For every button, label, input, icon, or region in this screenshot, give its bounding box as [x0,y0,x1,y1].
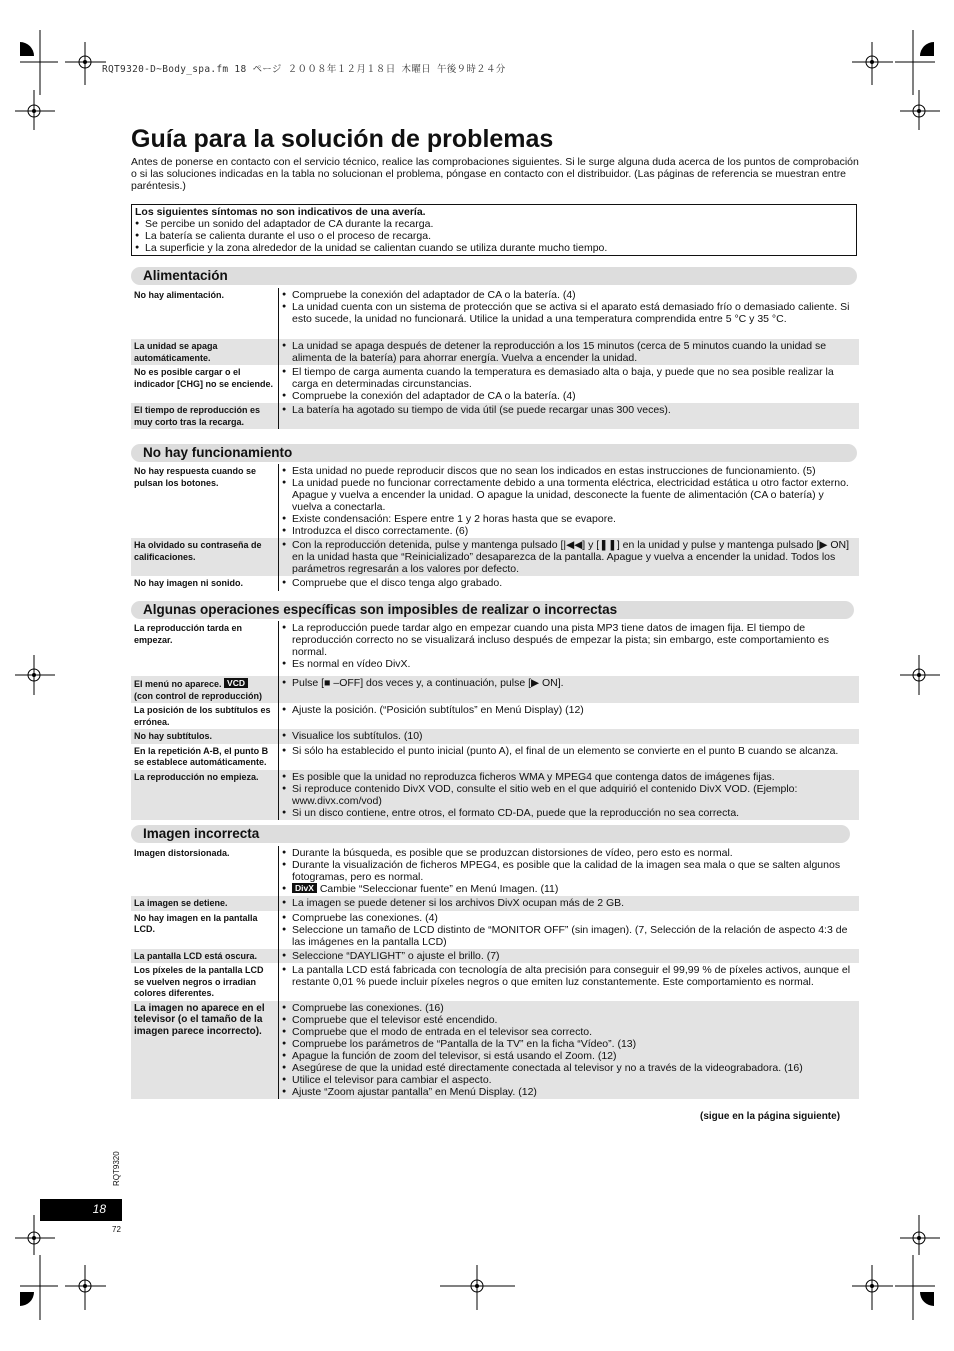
intro-paragraph: Antes de ponerse en contacto con el servicio técnico, realice las comprobaciones siguientes. Si le surge alguna duda acerca de los puntos de comprobación o si las soluciones indicadas en la tabla no solucionan el problema, póngase en contacto con el distribuidor. (Las páginas de referencia se muestran entre paréntesis.) [131,156,859,192]
notice-heading: Los siguientes síntomas no son indicativos de una avería. [135,206,426,218]
solution-item: ● Existe condensación: Espere entre 1 y 2 horas hasta que se evapore. [282,513,856,525]
solution-item: ● La unidad se apaga después de detener la reproducción a los 15 minutos (cerca de 5 minutos cuando la unidad se alimenta de la batería) para ahorrar energía. Vuelva a encender la unidad. [282,340,856,364]
solution-cell [279,744,860,770]
solution-item: ● Seleccione “DAYLIGHT” o ajuste el brillo. (7) [282,950,856,962]
page-number: 18 [40,1199,122,1221]
solution-item: ● La imagen se puede detener si los archivos DivX ocupan más de 2 GB. [282,897,856,909]
divx-badge: DivX [292,883,317,893]
solution-item: ● Compruebe que el televisor esté encendido. [282,1014,856,1026]
solution-item: ● Compruebe la conexión del adaptador de CA o la batería. (4) [282,289,856,301]
symptom-cell: La reproducción tarda en empezar. [131,621,279,676]
symptom-cell: No hay alimentación. [131,288,279,339]
solution-item: ● La unidad puede no funcionar correctamente debido a una tormenta eléctrica, electricidad estática u otro factor externo. Apague y vuelva a encender la unidad. O apague la unidad, desconecte la fuente de alimentación (CA o batería) y vuelva a conectarla. [282,477,856,513]
solution-item: ● Durante la búsqueda, es posible que se produzcan distorsiones de vídeo, pero esto es normal. [282,847,856,859]
solution-item: ● Es posible que la unidad no reproduzca ficheros WMA y MPEG4 que contenga datos de imágenes fijas. [282,771,856,783]
solution-item: ● La unidad cuenta con un sistema de protección que se activa si el aparato está demasiado frío o demasiado caliente. Si esto sucede, la unidad no funcionará. Utilice la unidad a una temperatura comprendida entre 5 °C y 35 °C. [282,301,856,325]
symptom-cell: La pantalla LCD está oscura. [131,949,279,964]
symptom-cell: No hay respuesta cuando se pulsan los botones. [131,464,279,538]
table-row [131,621,859,676]
solution-item: ● Pulse [■ –OFF] dos veces y, a continuación, pulse [▶ ON]. [282,677,856,689]
solution-cell [279,365,860,403]
document-code: RQT9320 [112,1151,121,1186]
solution-cell [279,288,860,339]
table-row [131,676,859,703]
solution-item: ● Visualice los subtítulos. (10) [282,730,856,742]
solution-cell [279,676,860,703]
table-row [131,538,859,576]
solution-item: ● La pantalla LCD está fabricada con tecnología de alta precisión para conseguir el 99,99 % de píxeles activos, aunque el restante 0,01 % puede incluir píxeles negros o que emiten luz constantemente. Este comportamiento es normal. [282,964,856,988]
solution-item: ● Es normal en vídeo DivX. [282,658,856,670]
symptom-cell: La unidad se apaga automáticamente. [131,339,279,365]
symptom-cell: La reproducción no empieza. [131,770,279,820]
solution-item-divx [282,883,856,895]
table-row [131,911,859,949]
table-row [131,949,859,964]
solution-item: ● La reproducción puede tardar algo en empezar cuando una pista MP3 tiene datos de imagen fija. El tiempo de reproducción correcto no se visualizará incluso después de empezar la pista; sin embargo, este comportamiento es normal. [282,622,856,658]
solution-item: ● Compruebe la conexión del adaptador de CA o la batería. (4) [282,390,856,402]
solution-cell [279,538,860,576]
table-row [131,339,859,365]
page-title: Guía para la solución de problemas [131,125,554,153]
solution-cell [279,729,860,744]
table-row [131,703,859,729]
table-power [131,288,859,429]
table-row [131,464,859,538]
solution-item: ● Seleccione un tamaño de LCD distinto de “MONITOR OFF” (sin imagen). (7, Selección de la relación de aspecto 4:3 de las imágenes en la pantalla LCD) [282,924,856,948]
symptom-cell: No hay subtítulos. [131,729,279,744]
solution-cell [279,770,860,820]
solution-item: ● Compruebe las conexiones. (16) [282,1002,856,1014]
solution-item: ● Compruebe los parámetros de “Pantalla de la TV” en la ficha “Vídeo”. (13) [282,1038,856,1050]
solution-item: ● Utilice el televisor para cambiar el aspecto. [282,1074,856,1086]
solution-item: ● Con la reproducción detenida, pulse y mantenga pulsado [|◀◀] y [❚❚] en la unidad y pulse y mantenga pulsado [▶ ON] en la unidad hasta que “Reinicializado” desaparezca de la pantalla. Apague y vuelva a encender la unidad. Todos los parámetros regresarán a los valores por defecto. [282,539,856,575]
table-row [131,365,859,403]
solution-item: ● Durante la visualización de ficheros MPEG4, es posible que la calidad de la imagen sea mala o que se salten algunos fotogramas, pero es normal. [282,859,856,883]
table-picture [131,846,859,1099]
symptom-cell: La posición de los subtítulos es errónea. [131,703,279,729]
solution-item: ● Si reproduce contenido DivX VOD, consulte el sitio web en el que adquirió el contenido DivX VOD. (Ejemplo: www.divx.com/vod) [282,783,856,807]
solution-item: ● Asegúrese de que la unidad esté directamente conectada al televisor y no a través de la videograbadora. (16) [282,1062,856,1074]
sub-page-number: 72 [112,1225,121,1234]
section-header-power: Alimentación [131,267,857,285]
notice-item: ● Se percibe un sonido del adaptador de CA durante la recarga. [135,218,853,230]
table-row [131,963,859,1001]
symptom-text: El menú no aparece. [134,679,222,689]
symptom-cell: En la repetición A-B, el punto B se establece automáticamente. [131,744,279,770]
solution-item: ● Compruebe las conexiones. (4) [282,912,856,924]
solution-item: ● Si sólo ha establecido el punto inicial (punto A), el final de un elemento se convierte en el punto B cuando se alcanza. [282,745,856,757]
symptom-text-extra: (con control de reproducción) [134,690,263,701]
symptom-cell: Los píxeles de la pantalla LCD se vuelven negros o irradian colores diferentes. [131,963,279,1001]
symptom-cell [131,676,279,703]
solution-cell [279,576,860,591]
vcd-badge: VCD [224,678,248,688]
section-header-some-operations: Algunas operaciones específicas son imposibles de realizar o incorrectas [131,601,854,619]
symptom-cell: Ha olvidado su contraseña de calificaciones. [131,538,279,576]
solution-item: ● Esta unidad no puede reproducir discos que no sean los indicados en estas instrucciones de funcionamiento. (5) [282,465,856,477]
solution-item: ● Introduzca el disco correctamente. (6) [282,525,856,537]
table-row [131,744,859,770]
solution-item: ● La batería ha agotado su tiempo de vida útil (se puede recargar unas 300 veces). [282,404,856,416]
solution-cell [279,464,860,538]
solution-cell [279,963,860,1001]
symptom-cell: Imagen distorsionada. [131,846,279,896]
solution-cell [279,1001,860,1099]
table-row [131,576,859,591]
symptom-cell: La imagen no aparece en el televisor (o el tamaño de la imagen parece incorrecto). [131,1001,279,1099]
table-row [131,288,859,339]
notice-item: ● La superficie y la zona alrededor de la unidad se calientan cuando se utiliza durante mucho tiempo. [135,242,853,254]
notice-item: ● La batería se calienta durante el uso o el proceso de recarga. [135,230,853,242]
solution-cell [279,403,860,429]
table-row [131,729,859,744]
file-header-line: RQT9320-D~Body_spa.fm 18 ページ ２００８年１２月１８日 木曜日 午後９時２４分 [102,64,506,75]
solution-item: ● Compruebe que el modo de entrada en el televisor sea correcto. [282,1026,856,1038]
solution-item: ● El tiempo de carga aumenta cuando la temperatura es demasiado alta o baja, y puede que no sea posible realizar la carga en determinadas circunstancias. [282,366,856,390]
solution-cell [279,896,860,911]
solution-item: ● Ajuste la posición. (“Posición subtítulos” en Menú Display) (12) [282,704,856,716]
symptom-cell: No es posible cargar o el indicador [CHG] no se enciende. [131,365,279,403]
symptom-cell: La imagen se detiene. [131,896,279,911]
solution-cell [279,911,860,949]
table-row [131,403,859,429]
notice-list [135,218,853,254]
continued-note: (sigue en la página siguiente) [700,1111,841,1122]
solution-cell [279,339,860,365]
solution-item: ● Si un disco contiene, entre otros, el formato CD-DA, puede que la reproducción no sea correcta. [282,807,856,819]
solution-cell [279,949,860,964]
symptom-cell: No hay imagen ni sonido. [131,576,279,591]
solution-item: ● Ajuste “Zoom ajustar pantalla” en Menú Display. (12) [282,1086,856,1098]
table-some-operations [131,621,859,820]
section-header-picture: Imagen incorrecta [131,825,850,843]
table-row [131,846,859,896]
solution-text: Cambie “Seleccionar fuente” en Menú Imagen. (11) [319,883,559,895]
solution-item: ● Apague la función de zoom del televisor, si está usando el Zoom. (12) [282,1050,856,1062]
symptom-cell: No hay imagen en la pantalla LCD. [131,911,279,949]
table-row [131,770,859,820]
solution-cell [279,621,860,676]
not-a-fault-notice [131,204,857,256]
symptom-cell: El tiempo de reproducción es muy corto tras la recarga. [131,403,279,429]
section-header-no-operation: No hay funcionamiento [131,444,857,462]
solution-cell [279,846,860,896]
solution-cell [279,703,860,729]
table-no-operation [131,464,859,591]
table-row [131,1001,859,1099]
solution-item: ● Compruebe que el disco tenga algo grabado. [282,577,856,589]
table-row [131,896,859,911]
